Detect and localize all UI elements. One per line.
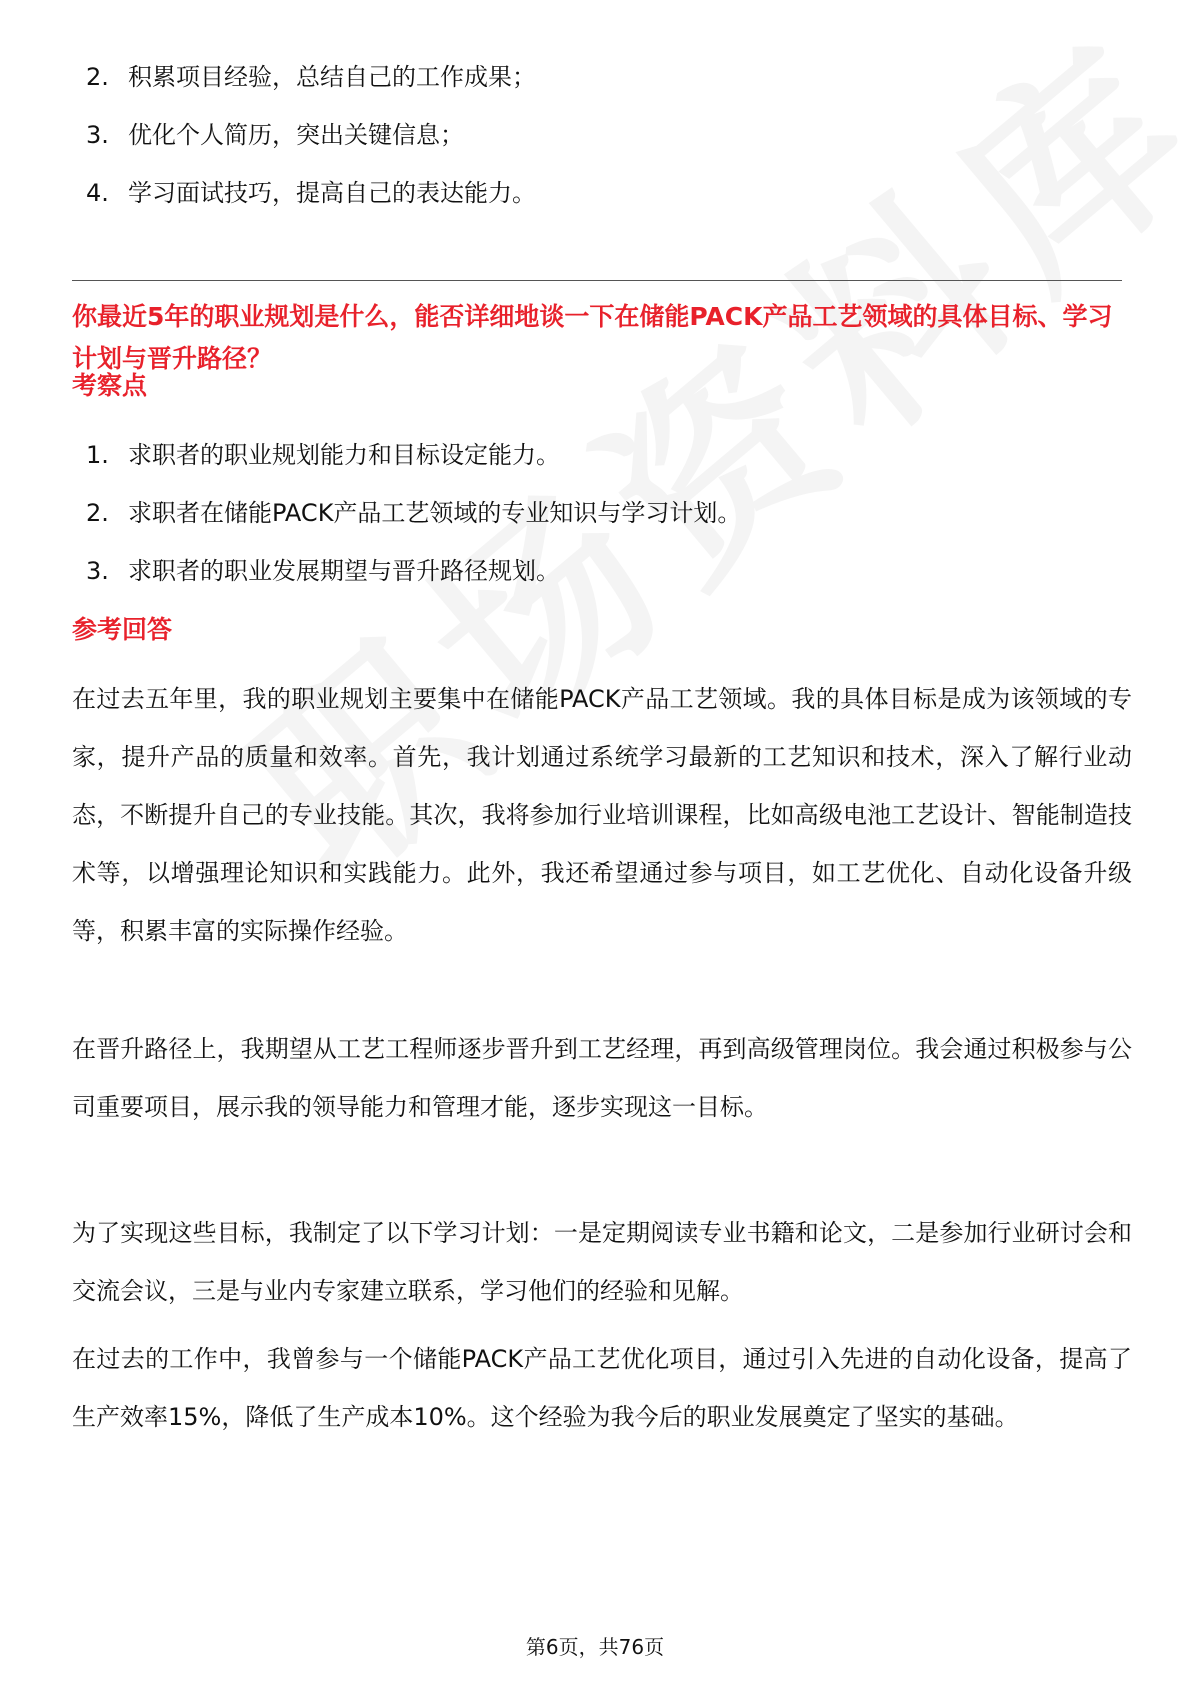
list-text: 求职者在储能PACK产品工艺领域的专业知识与学习计划。: [128, 499, 742, 527]
list-number: 1.: [86, 441, 109, 469]
list-item: [72, 426, 1122, 484]
answer-paragraph: 在过去五年里，我的职业规划主要集中在储能PACK产品工艺领域。我的具体目标是成为该领域的专家，提升产品的质量和效率。首先，我计划通过系统学习最新的工艺知识和技术，深入了解行业动态，不断提升自己的专业技能。其次，我将参加行业培训课程，比如高级电池工艺设计、智能制造技术等，以增强理论知识和实践能力。此外，我还希望通过参与项目，如工艺优化、自动化设备升级等，积累丰富的实际操作经验。: [72, 685, 1132, 945]
list-text: 求职者的职业规划能力和目标设定能力。: [128, 441, 560, 469]
page-footer: 第6页，共76页: [525, 1635, 665, 1659]
list-text: 求职者的职业发展期望与晋升路径规划。: [128, 557, 560, 585]
answer-paragraph: 为了实现这些目标，我制定了以下学习计划：一是定期阅读专业书籍和论文，二是参加行业研讨会和交流会议，三是与业内专家建立联系，学习他们的经验和见解。: [72, 1219, 1132, 1305]
list-number: 2.: [86, 499, 109, 527]
list-number: 3.: [86, 121, 109, 149]
list-number: 4.: [86, 179, 109, 207]
list-number: 3.: [86, 557, 109, 585]
answer-paragraph: 在过去的工作中，我曾参与一个储能PACK产品工艺优化项目，通过引入先进的自动化设备，提高了生产效率15%，降低了生产成本10%。这个经验为我今后的职业发展奠定了坚实的基础。: [72, 1345, 1132, 1431]
list-item: [72, 48, 1122, 106]
list-text: 积累项目经验，总结自己的工作成果；: [128, 63, 536, 91]
previous-list: [72, 48, 1122, 222]
focus-title: 考察点: [72, 371, 148, 400]
list-item: [72, 164, 1122, 222]
section-divider: [72, 280, 1122, 281]
list-text: 学习面试技巧，提高自己的表达能力。: [128, 179, 536, 207]
list-text: 优化个人简历，突出关键信息；: [128, 121, 464, 149]
list-item: [72, 542, 1122, 600]
question-heading: 你最近5年的职业规划是什么，能否详细地谈一下在储能PACK产品工艺领域的具体目标、学习计划与晋升路径？: [72, 302, 1113, 373]
answer-paragraph: 在晋升路径上，我期望从工艺工程师逐步晋升到工艺经理，再到高级管理岗位。我会通过积极参与公司重要项目，展示我的领导能力和管理才能，逐步实现这一目标。: [72, 1035, 1132, 1121]
list-number: 2.: [86, 63, 109, 91]
focus-list: [72, 426, 1122, 600]
list-item: [72, 484, 1122, 542]
list-item: [72, 106, 1122, 164]
answer-title: 参考回答: [72, 615, 173, 644]
